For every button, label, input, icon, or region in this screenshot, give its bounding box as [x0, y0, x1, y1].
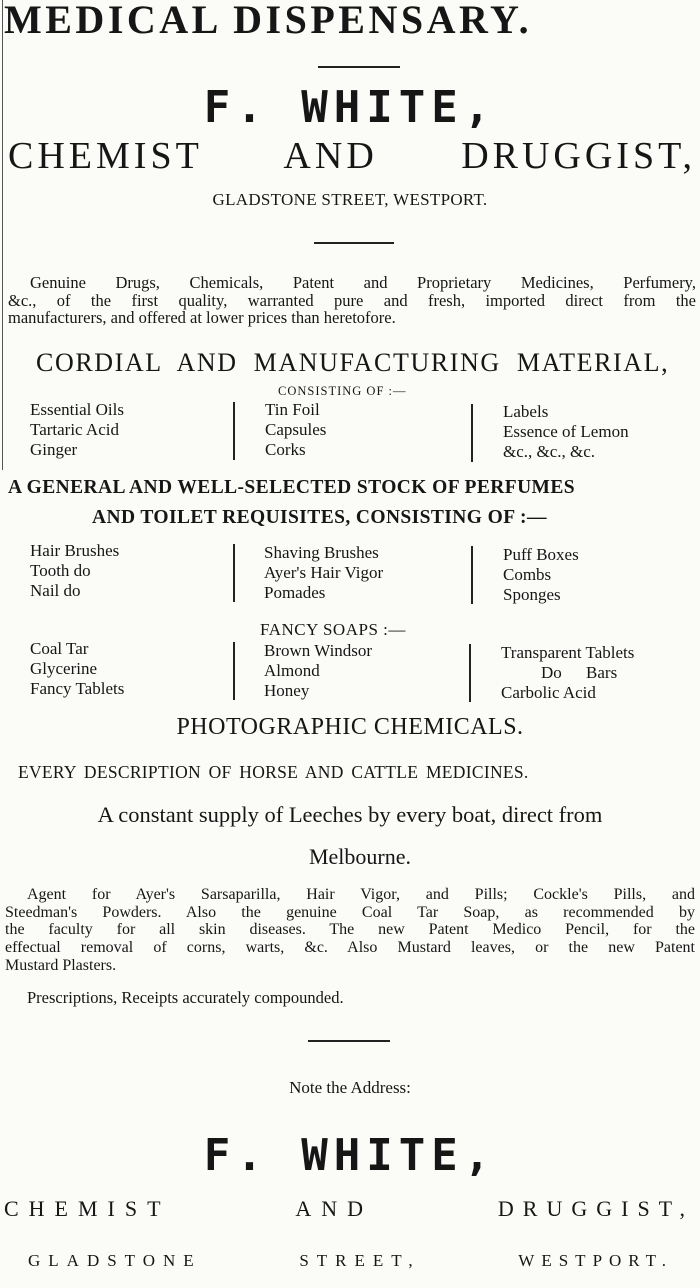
cordial-item: Capsules [265, 420, 327, 439]
perfume-item: Combs [503, 565, 552, 584]
perfumes-heading-2: AND TOILET REQUISITES, CONSISTING OF :— [92, 507, 547, 528]
cordial-col-2 [265, 400, 326, 460]
column-edge-rule [2, 0, 3, 470]
agent-paragraph [5, 886, 695, 975]
column-divider [471, 546, 473, 604]
footer-trade-word: DRUGGIST, [497, 1196, 694, 1221]
cordial-consisting: CONSISTING OF :— [278, 384, 407, 398]
photographic-heading: PHOTOGRAPHIC CHEMICALS. [176, 714, 524, 740]
column-divider [471, 404, 473, 462]
column-divider [233, 402, 235, 460]
soap-item: Do Bars [541, 663, 618, 682]
agent-line-4: effectual removal of corns, warts, &c. Also Mustard leaves, or the new Patent [5, 939, 695, 957]
trade-text: CHEMIST AND DRUGGIST, [8, 135, 696, 177]
soap-item: Honey [264, 681, 310, 700]
footer-rule [308, 1040, 390, 1042]
trade-line [8, 134, 696, 178]
header-rule [314, 242, 394, 244]
soap-item: Glycerine [30, 659, 98, 678]
soap-item: Fancy Tablets [30, 679, 125, 698]
perfume-item: Pomades [264, 583, 326, 602]
footer-address-word: GLADSTONE [28, 1251, 202, 1270]
footer-trade [4, 1196, 694, 1222]
footer-address-word: STREET, [299, 1251, 421, 1270]
cordial-item: Essence of Lemon [503, 422, 629, 441]
cordial-col-1 [30, 400, 124, 460]
leeches-line-1: A constant supply of Leeches by every boat, direct from [97, 802, 603, 827]
soap-item: Transparent Tablets [501, 643, 635, 662]
column-divider [233, 642, 235, 700]
perfumes-col-1 [30, 541, 119, 601]
perfume-item: Puff Boxes [503, 545, 579, 564]
agent-line-5: Mustard Plasters. [5, 956, 117, 974]
perfume-item: Ayer's Hair Vigor [264, 563, 384, 582]
soap-item: Carbolic Acid [501, 683, 596, 702]
trade-spread [8, 134, 696, 178]
intro-line-2: &c., of the first quality, warranted pure and fresh, imported direct from the [8, 290, 696, 310]
cordial-heading: CORDIAL AND MANUFACTURING MATERIAL, [36, 348, 670, 377]
perfumes-col-3 [503, 545, 579, 605]
perfume-item: Sponges [503, 585, 561, 604]
perfumes-heading-1: A GENERAL AND WELL-SELECTED STOCK OF PERFUMES [8, 477, 576, 498]
column-divider [233, 544, 235, 602]
soap-item: Brown Windsor [264, 641, 373, 660]
soap-item: Almond [264, 661, 320, 680]
prescriptions-line: Prescriptions, Receipts accurately compounded. [27, 988, 344, 1007]
agent-line-3: the faculty for all skin diseases. The new Patent Medico Pencil, for the [5, 921, 695, 939]
address-line: GLADSTONE STREET, WESTPORT. [212, 190, 488, 209]
soaps-col-2 [264, 641, 372, 701]
cordial-item: Labels [503, 402, 549, 421]
intro-line-3: manufacturers, and offered at lower prices than heretofore. [8, 308, 396, 327]
footer-address-word: WESTPORT. [518, 1251, 673, 1270]
cordial-item: Ginger [30, 440, 78, 459]
perfume-item: Nail do [30, 581, 81, 600]
intro-line-1: Genuine Drugs, Chemicals, Patent and Proprietary Medicines, Perfumery, [30, 273, 696, 292]
proprietor-name: F. WHITE, [203, 82, 497, 133]
agent-line-1: Agent for Ayer's Sarsaparilla, Hair Vigor, and Pills; Cockle's Pills, and [27, 886, 695, 903]
cordial-item: Tartaric Acid [30, 420, 119, 439]
cordial-item: Essential Oils [30, 400, 124, 419]
leeches-line-2: Melbourne. [308, 844, 412, 869]
soaps-col-1 [30, 639, 124, 699]
note-address: Note the Address: [289, 1078, 411, 1097]
cordial-col-3 [503, 402, 629, 462]
soaps-col-3 [501, 643, 634, 703]
agent-line-2: Steedman's Powders. Also the genuine Coal Tar Soap, as recommended by [5, 903, 695, 921]
cordial-item: Corks [265, 440, 306, 459]
footer-address [28, 1251, 673, 1271]
title: MEDICAL DISPENSARY. [4, 0, 533, 42]
perfume-item: Hair Brushes [30, 541, 120, 560]
title-rule [318, 66, 400, 68]
column-divider [469, 644, 471, 702]
horse-heading: EVERY DESCRIPTION OF HORSE AND CATTLE MEDICINES. [18, 762, 529, 782]
soap-item: Coal Tar [30, 639, 89, 658]
perfumes-col-2 [264, 543, 383, 603]
intro-paragraph [8, 274, 696, 327]
footer-name: F. WHITE, [203, 1130, 497, 1181]
cordial-item: &c., &c., &c. [503, 442, 596, 461]
perfume-item: Tooth do [30, 561, 91, 580]
cordial-item: Tin Foil [265, 400, 320, 419]
footer-trade-word: AND [295, 1196, 374, 1221]
perfume-item: Shaving Brushes [264, 543, 379, 562]
footer-trade-word: CHEMIST [4, 1196, 171, 1221]
soaps-heading: FANCY SOAPS :— [260, 620, 406, 639]
